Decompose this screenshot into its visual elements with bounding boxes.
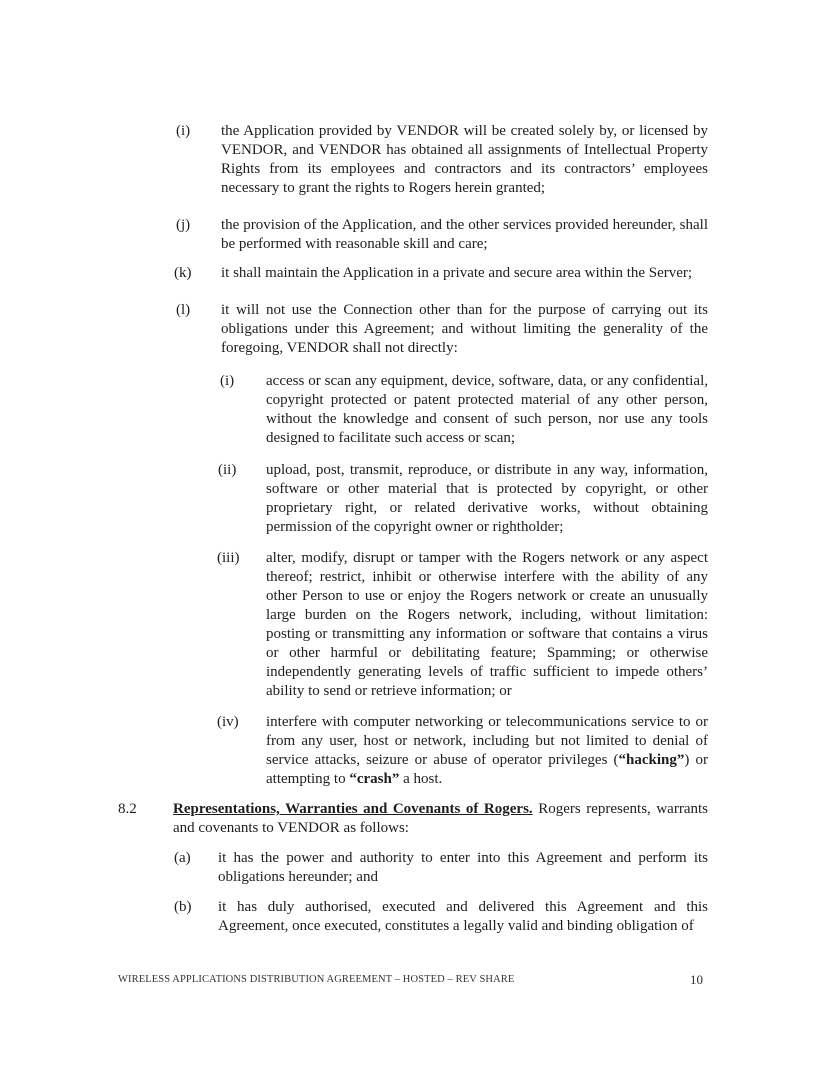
- footer-title: WIRELESS APPLICATIONS DISTRIBUTION AGREEMENT – HOSTED – REV SHARE: [118, 974, 515, 985]
- subclause-iii: alter, modify, disrupt or tamper with the Rogers network or any aspect thereof; restrict, inhibit or otherwise interfere with the ability of any other Person to use or enjoy the Rogers network or create an unusually large burden on the Rogers network, including, without limitation: posting or transmitting any information or software that contains a virus or other harmful or debilitating feature; Spamming; or otherwise independently generating levels of traffic sufficient to impede others’ ability to send or retrieve information; or: [266, 550, 708, 699]
- subitem-label: (iii): [217, 550, 240, 566]
- section-heading: Representations, Warranties and Covenants of Rogers.: [173, 801, 533, 817]
- item-label: (a): [174, 850, 191, 866]
- item-label: (k): [174, 265, 192, 281]
- page-number: 10: [690, 972, 703, 987]
- subclause-i: access or scan any equipment, device, software, data, or any confidential, copyright protected or patent protected material of any other person, without the knowledge and consent of such person, nor use any tools designed to facilitate such access or scan;: [266, 373, 708, 446]
- subclause-iv: interfere with computer networking or telecommunications service to or from any user, host or network, including but not limited to denial of service attacks, seizure or abuse of operator privileges (“hacking”) or attempting to “crash” a host.: [266, 714, 708, 787]
- clause-b: it has duly authorised, executed and delivered this Agreement and this Agreement, once executed, constitutes a legally valid and binding obligation of: [218, 899, 708, 934]
- subclause-ii: upload, post, transmit, reproduce, or distribute in any way, information, software or other material that is protected by copyright, or other proprietary right, or related derivative works, without obtaining permission of the copyright owner or rightholder;: [266, 462, 708, 535]
- item-label: (j): [176, 217, 191, 233]
- subitem-label: (ii): [218, 462, 237, 478]
- item-label: (i): [176, 123, 191, 139]
- crash-term: “crash”: [349, 771, 400, 787]
- clause-k: it shall maintain the Application in a private and secure area within the Server;: [221, 265, 693, 281]
- subitem-label: (iv): [217, 714, 239, 730]
- clause-j: the provision of the Application, and the other services provided hereunder, shall be performed with reasonable skill and care;: [221, 217, 708, 252]
- clause-i: the Application provided by VENDOR will be created solely by, or licensed by VENDOR, and VENDOR has obtained all assignments of Intellectual Property Rights from its employees and contractors and its contractors’ employees necessary to grant the rights to Rogers herein granted;: [221, 123, 708, 196]
- section-number: 8.2: [118, 801, 137, 817]
- item-label: (b): [174, 899, 192, 915]
- clause-a: it has the power and authority to enter into this Agreement and perform its obligations hereunder; and: [218, 850, 708, 885]
- subitem-label: (i): [220, 373, 235, 389]
- hacking-term: “hacking”: [618, 752, 685, 768]
- section-8-2-intro: Representations, Warranties and Covenants of Rogers. Rogers represents, warrants and covenants to VENDOR as follows:: [173, 801, 708, 836]
- item-label: (l): [176, 302, 191, 318]
- clause-l: it will not use the Connection other than for the purpose of carrying out its obligations under this Agreement; and without limiting the generality of the foregoing, VENDOR shall not directly:: [221, 302, 708, 356]
